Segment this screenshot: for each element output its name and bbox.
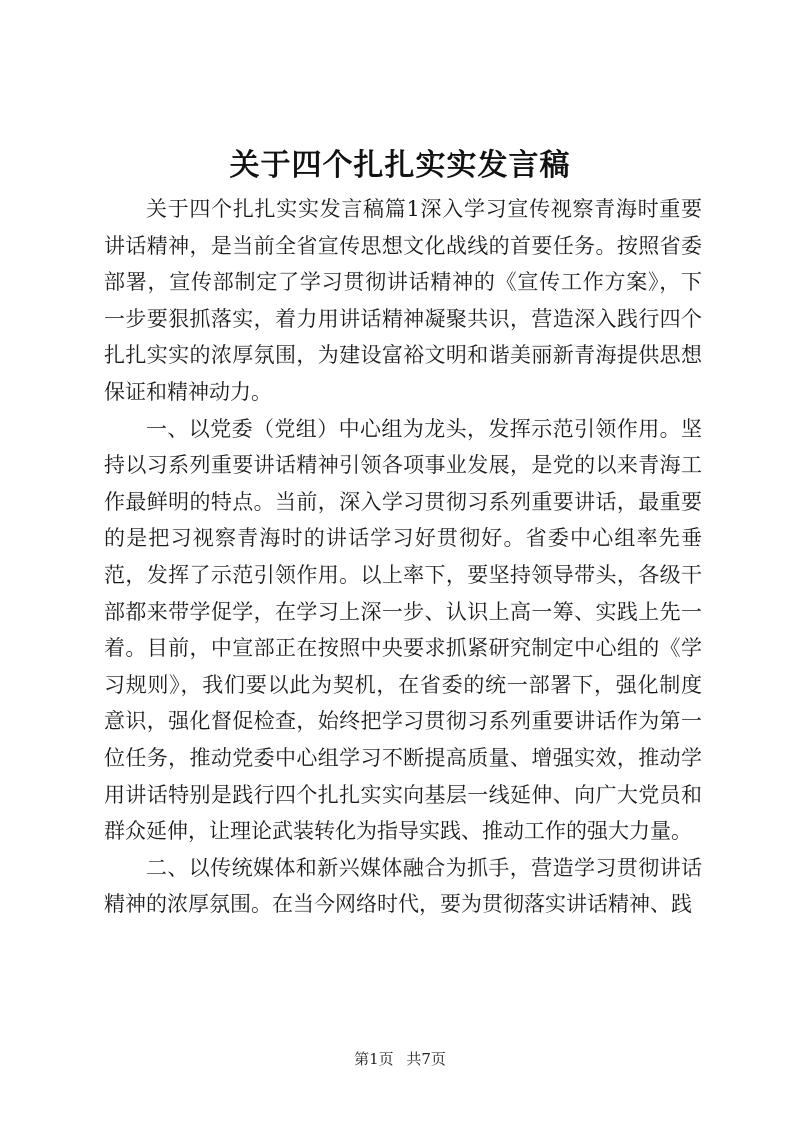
document-body: [104, 191, 702, 923]
paragraph-2: 一、以党委（党组）中心组为龙头，发挥示范引领作用。坚持以习系列重要讲话精神引领各项事业发展，是党的以来青海工作最鲜明的特点。当前，深入学习贯彻习系列重要讲话，最重要的是把习视察青海时的讲话学习好贯彻好。省委中心组率先垂范，发挥了示范引领作用。以上率下，要坚持领导带头，各级干部都来带学促学，在学习上深一步、认识上高一筹、实践上先一着。目前，中宣部正在按照中央要求抓紧研究制定中心组的《学习规则》，我们要以此为契机，在省委的统一部署下，强化制度意识，强化督促检查，始终把学习贯彻习系列重要讲话作为第一位任务，推动党委中心组学习不断提高质量、增强实效，推动学用讲话特别是践行四个扎扎实实向基层一线延伸、向广大党员和群众延伸，让理论武装转化为指导实践、推动工作的强大力量。: [104, 416, 702, 844]
paragraph-3: 二、以传统媒体和新兴媒体融合为抓手，营造学习贯彻讲话精神的浓厚氛围。在当今网络时代，要为贯彻落实讲话精神、践: [104, 855, 702, 917]
document-title: 关于四个扎扎实实发言稿: [229, 148, 571, 183]
paragraph-1: 关于四个扎扎实实发言稿篇1深入学习宣传视察青海时重要讲话精神，是当前全省宣传思想文化战线的首要任务。按照省委部署，宣传部制定了学习贯彻讲话精神的《宣传工作方案》，下一步要狠抓落实，着力用讲话精神凝聚共识，营造深入践行四个扎扎实实的浓厚氛围，为建设富裕文明和谐美丽新青海提供思想保证和精神动力。: [104, 197, 702, 404]
page-total: 共7页: [406, 1050, 446, 1068]
page-number: 第1页: [354, 1050, 394, 1068]
page-footer: [0, 1048, 800, 1069]
